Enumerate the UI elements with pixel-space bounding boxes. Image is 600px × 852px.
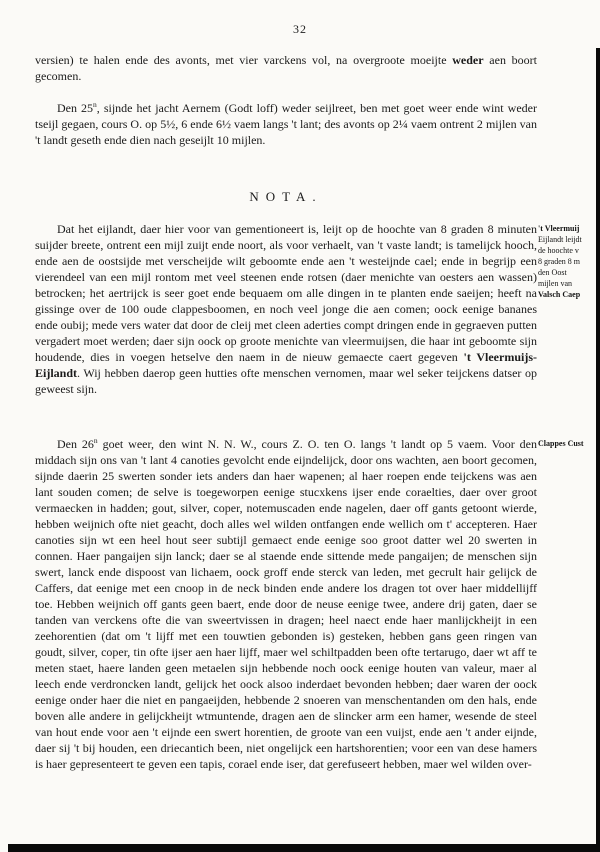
margin-note-line: de hoochte v bbox=[538, 246, 579, 255]
text-segment-bold: 't Vleermuijs-Eijlandt bbox=[35, 350, 537, 380]
scan-edge-right bbox=[596, 48, 600, 852]
text-segment: aen boort gecomen. bbox=[35, 53, 538, 83]
nota-heading: NOTA. bbox=[249, 189, 323, 204]
margin-note-line: 8 graden 8 m bbox=[538, 257, 580, 266]
margin-note-line: Clappes Cust bbox=[538, 439, 584, 448]
margin-note-line: Valsch Caep bbox=[538, 290, 581, 299]
margin-note-line: den Oost bbox=[538, 268, 567, 277]
text-segment: . Wij hebben daerop geen hutties ofte menschen vernomen, maar wel seker teijckens datser op geweest sijn. bbox=[35, 366, 537, 396]
text-segment-bold: weder bbox=[452, 53, 484, 67]
margin-note-line: Eijlandt leijdt bbox=[538, 235, 582, 244]
text-segment: Den 26 bbox=[57, 437, 94, 451]
text-segment: , sijnde het jacht Aernem (Godt loff) weder seijlreet, ben met goet weer ende wint weder tseijl gegaen, cours O. op 5½, 6 ende 6½ vaem langs 't lant; des avonts op 2¼ vaem ontrent 2 mijlen van 't landt geseth ende dien nach geseijlt 10 mijlen. bbox=[35, 101, 537, 147]
ordinal-superscript: n bbox=[93, 436, 98, 445]
paragraph-day-25 bbox=[35, 100, 537, 148]
ordinal-superscript: n bbox=[93, 100, 97, 109]
text-segment: goet weer, den wint N. N. W., cours Z. O. ten O. langs 't landt op 5 vaem. Voor den middach sijn ons van 't lant 4 canoties gevolcht ende eijndelijck, door ons wachten, aen boort gecomen, sijnde daerin 25 swerten sonder iets anders dan haer wapenen; al haer roepen ende teijckens was aen lant souden comen; de selve is toegeworpen eenige stucxkens ijser ende coraelties, daer over groot vermaecken in hadden; gout, silver, coper, notemuscaden ende nagelen, daer off gants getoont wierde, hebben weijnich ofte niet geacht, doch alles wel wilden ontfangen ende wellich om t' accepteren. Haer canoties sijn wt een heel hout seer subtijl gemaect ende eenige soo groot datter wel 20 swerten in connen. Haer pangaijen sijn lanck; daer se al staende ende sittende mede pangaijen; de menschen sijn swert, lanck ende dispoost van lichaem, oock groff ende sterck van leden, met gecrult hair gelijck de Caffers, dat eenige met een cnoop in de neck binden ende andere los dragen tot over haer middellijff toe. Hebben weijnich off gants geen baert, ende door de neuse eenige twee, andere drij gaten, daer se tanden van verckens ofte die van sweertvissen in dragen; heel naect ende haer manlijckheijt in een zeehorentien (dat om 't lijff met een touwtien gebonden is) gesteken, hebben gans geen ringen van goudt, silver, coper, tin ofte ijser aen haer lijff, maer wel schiltpadden been ofte tertarugo, daer wt aff te meten staet, haere landen geen metaelen sijn hebbende noch oock eenige houten van valeur, maer al leech ende verdroncken landt, gelijck het oock alsoo inderdaet bevonden hebben; daer waren der oock eenige onder haer die niet en pangaeijden, hebbende 2 snoeren van menschentanden om den hals, ende boven alle andere in gelijckheijt wtmuntende, dragen aen de slincker arm een hamer, wesende de steel van hout ende voor aen 't eijnde een swert horentien, de groote van een vuijst, ende aen 't ander eijnde, daer sij 't bij houden, een driecantich been, niet ongelijck een hartshorentien; voor een van dese hamers is haer gepresenteert te geven een tapis, corael ende iser, dat gerefuseert hebben, maer wel wilden over- bbox=[35, 437, 537, 771]
margin-note-line: 't Vleermuij bbox=[538, 224, 580, 233]
paragraph-nota-island bbox=[35, 221, 537, 397]
margin-note-line: mijlen van bbox=[538, 279, 572, 288]
text-segment: Den 25 bbox=[57, 101, 94, 115]
text-segment: Dat het eijlandt, daer hier voor van gementioneert is, leijt op de hoochte van 8 graden 8 minuten suijder breete, ontrent een mijl zuijt ende noort, als voor verhaelt, van 't vaste landt; is tamelijck hooch, ende aen de oostsijde met verscheijde wilt geboomte ende aen 't westeijnde cael; ende in begrijp een vierendeel van een mijl rontom met veel steenen ende rotsen (daer menichte van oesters aen wassen) betrocken; het aertrijck is seer goet ende bequaem om alle dingen in te planten ende saeijen; heeft na gissinge over de 100 oude clappesboomen, en noch veel jonge die aen comen; oock eenige bananes ende oubij; mede vers water dat door de cleij met cleen aderties compt dringen ende in gegraeven putten vergadert moet werden; daer sijn oock op groote menichte van vleermuijsen, die haar int geboomte sijn houdende, dies in voegen hetselve den naem in de nieuw gemaecte caert gegeven bbox=[35, 222, 537, 364]
page-number: 32 bbox=[293, 22, 307, 36]
margin-note-clappes-cust bbox=[538, 438, 596, 449]
margin-note-vleermuijs-eijlandt bbox=[538, 223, 596, 300]
scan-edge-bottom bbox=[8, 844, 600, 852]
paragraph-day-26 bbox=[35, 436, 537, 772]
text-segment: versien) te halen ende des avonts, met vier varckens vol, na overgroote moeijte bbox=[35, 53, 453, 67]
paragraph-continuation bbox=[35, 52, 537, 84]
